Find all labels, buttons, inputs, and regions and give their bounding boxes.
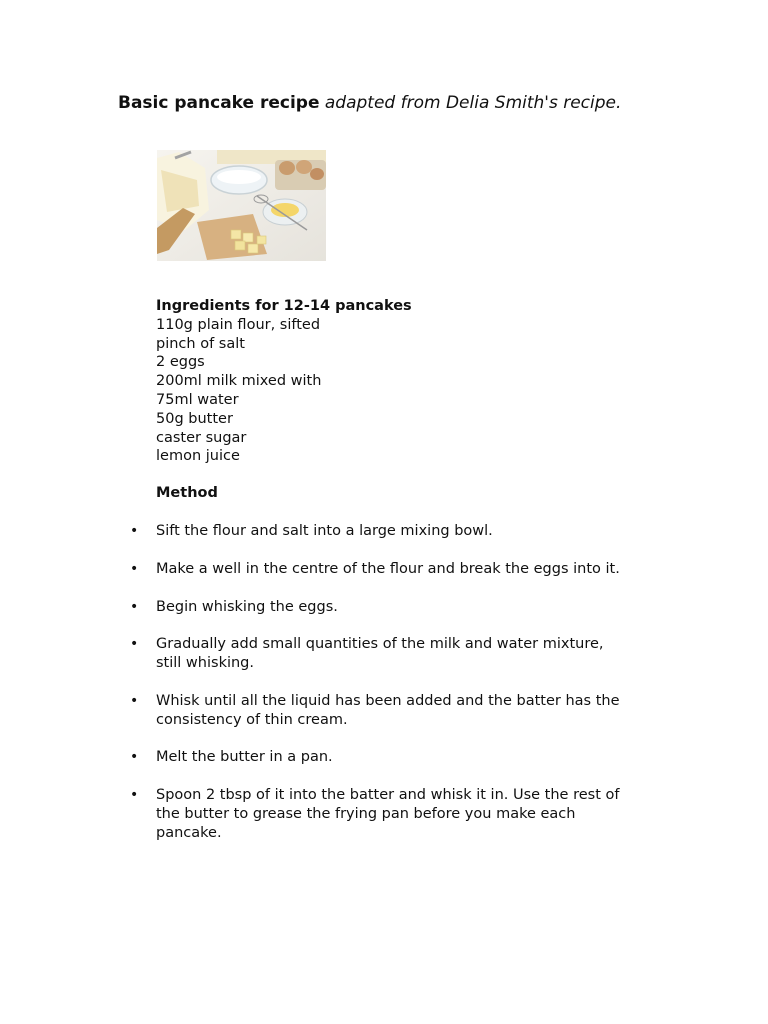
bullet-icon: • bbox=[130, 749, 139, 765]
ingredients-list bbox=[156, 297, 412, 466]
method-step bbox=[130, 786, 676, 843]
ingredients-photo bbox=[157, 150, 326, 261]
step-line: Gradually add small quantities of the milk and water mixture, bbox=[156, 636, 604, 652]
method-step bbox=[130, 522, 676, 541]
bullet-icon: • bbox=[130, 599, 139, 615]
ingredient-item: pinch of salt bbox=[156, 335, 245, 352]
method-step bbox=[130, 635, 676, 673]
ingredient-item: 110g plain flour, sifted bbox=[156, 316, 321, 333]
bullet-icon: • bbox=[130, 693, 139, 709]
step-line: Spoon 2 tbsp of it into the batter and whisk it in. Use the rest of bbox=[156, 787, 620, 803]
method-step bbox=[130, 692, 676, 730]
ingredient-item: lemon juice bbox=[156, 448, 240, 465]
step-line: Melt the butter in a pan. bbox=[156, 749, 333, 765]
ingredient-item: 200ml milk mixed with bbox=[156, 373, 322, 390]
method-step bbox=[130, 748, 676, 767]
step-line: Sift the flour and salt into a large mixing bowl. bbox=[156, 523, 493, 539]
step-line: Make a well in the centre of the flour and break the eggs into it. bbox=[156, 561, 620, 577]
bullet-icon: • bbox=[130, 787, 139, 803]
recipe-title bbox=[118, 91, 621, 115]
step-line: the butter to grease the frying pan before you make each bbox=[156, 806, 576, 822]
ingredient-item: 50g butter bbox=[156, 410, 233, 427]
method-step bbox=[130, 598, 676, 617]
ingredient-item: caster sugar bbox=[156, 429, 247, 446]
ingredient-item: 2 eggs bbox=[156, 354, 205, 371]
recipe-title-attribution: adapted from Delia Smith's recipe. bbox=[324, 93, 622, 113]
step-line: consistency of thin cream. bbox=[156, 712, 348, 728]
step-line: pancake. bbox=[156, 825, 222, 841]
step-line: still whisking. bbox=[156, 655, 254, 671]
step-line: Begin whisking the eggs. bbox=[156, 599, 338, 615]
step-line: Whisk until all the liquid has been added and the batter has the bbox=[156, 693, 620, 709]
ingredient-item: 75ml water bbox=[156, 391, 239, 408]
bullet-icon: • bbox=[130, 523, 139, 539]
ingredients-heading: Ingredients for 12-14 pancakes bbox=[156, 298, 412, 314]
bullet-icon: • bbox=[130, 636, 139, 652]
ingredients-photo-illustration bbox=[157, 150, 326, 261]
method-heading: Method bbox=[156, 485, 218, 501]
recipe-title-bold: Basic pancake recipe bbox=[118, 93, 320, 113]
method-step bbox=[130, 560, 676, 579]
bullet-icon: • bbox=[130, 561, 139, 577]
